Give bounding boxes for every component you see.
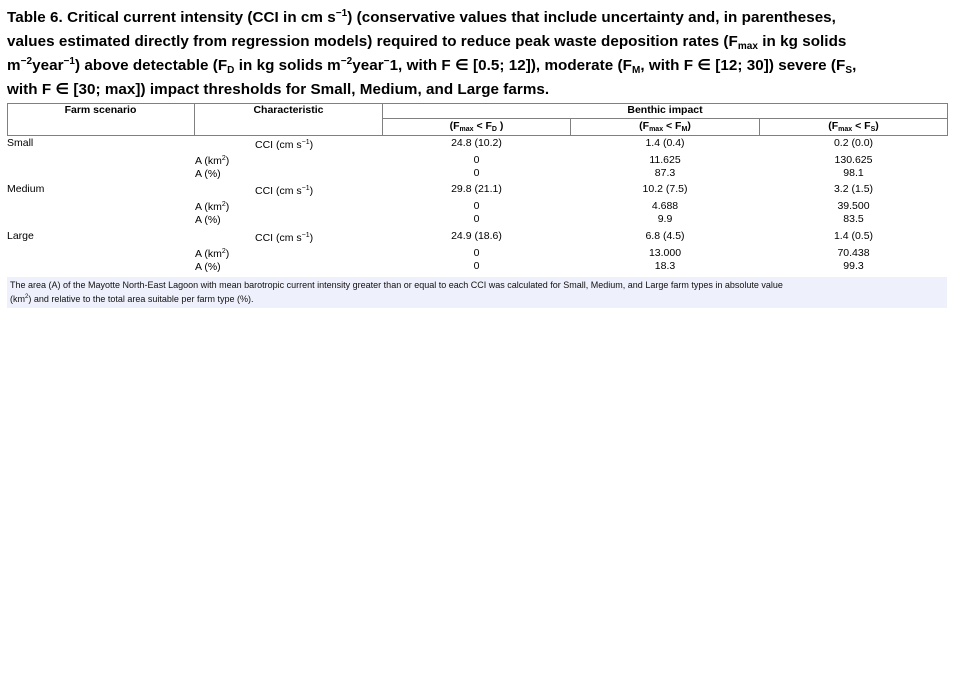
table-caption bbox=[7, 6, 947, 102]
km2-value: 70.438 bbox=[837, 247, 870, 259]
header-bottom-rule bbox=[7, 135, 948, 136]
cci-value: 24.9 (18.6) bbox=[451, 230, 502, 242]
pct-value: 0 bbox=[473, 213, 480, 225]
km2-value: 0 bbox=[473, 200, 480, 212]
cci-value: 1.4 (0.4) bbox=[645, 137, 685, 149]
area-km2-label: A $(km^2)$ bbox=[195, 201, 230, 213]
pct-value: 87.3 bbox=[654, 167, 676, 179]
table-footnote: The area (A) of the Mayotte North-East Lagoon with mean barotropic current intensity greater than or equal to each CCI was calculated for Small, Medium, and Large farm types in absolute value $(km^2)$ and relative to the total area suitable per farm type (%). bbox=[7, 277, 947, 308]
area-km2-label: A $(km^2)$ bbox=[195, 155, 230, 167]
cci-value: 3.2 (1.5) bbox=[833, 183, 874, 195]
pct-value: 0 bbox=[473, 260, 480, 272]
pct-value: 18.3 bbox=[654, 260, 676, 272]
cci-value: 6.8 (4.5) bbox=[645, 230, 685, 242]
header-severe: $(F_{max} < F_S)$ bbox=[828, 120, 879, 133]
km2-value: 130.625 bbox=[834, 154, 873, 166]
km2-value: 0 bbox=[473, 247, 480, 259]
cci-value: 0.2 (0.0) bbox=[833, 137, 874, 149]
caption-line-1: Table 6. Critical current intensity (CCI in cm $s^{-1}$) (conservative values that include uncertainty and, in parentheses, bbox=[7, 8, 836, 26]
pct-value: 83.5 bbox=[843, 213, 864, 225]
header-right-rule bbox=[947, 103, 948, 136]
caption-line-3: $m^{-2}year^{-1}$) above detectable ($F_D$ in kg solids $m^{-2}year^-1$, with F ∈ [0.5; 12]), moderate ($F_M$, with F ∈ [12; 30]) severe ($F_S$, bbox=[7, 56, 857, 76]
caption-line-2: values estimated directly from regression models) required to reduce peak waste deposition rates ($F_{max}$ in kg solids bbox=[7, 33, 847, 52]
area-percent-label: A (%) bbox=[195, 261, 221, 273]
header-characteristic: Characteristic bbox=[253, 104, 324, 116]
cci-value: 29.8 (21.1) bbox=[451, 183, 502, 195]
header-moderate: $(F_{max} < F_M)$ bbox=[639, 120, 691, 133]
pct-value: 99.3 bbox=[843, 260, 864, 272]
cci-value: 10.2 (7.5) bbox=[642, 183, 688, 195]
header-detectable: ($F_{max} < F_D$ ) bbox=[449, 120, 504, 133]
pct-value: 98.1 bbox=[843, 167, 864, 179]
cci-value: 24.8 (10.2) bbox=[451, 137, 502, 149]
cci-label: CCI (cm $s^{-1}$) bbox=[255, 232, 314, 244]
pct-value: 9.9 bbox=[657, 213, 673, 225]
farm-scenario-label: Small bbox=[7, 137, 34, 149]
km2-value: 39.500 bbox=[837, 200, 870, 212]
area-percent-label: A (%) bbox=[195, 168, 221, 180]
header-benthic-impact: Benthic impact bbox=[627, 104, 703, 116]
farm-scenario-label: Medium bbox=[7, 183, 45, 195]
cci-label: CCI (cm $s^{-1}$) bbox=[255, 185, 314, 197]
farm-scenario-label: Large bbox=[7, 230, 34, 242]
header-mid-rule bbox=[383, 118, 948, 119]
cci-value: 1.4 (0.5) bbox=[833, 230, 874, 242]
header-farm-scenario: Farm scenario bbox=[64, 104, 137, 116]
caption-line-4: with F ∈ [30; max]) impact thresholds for Small, Medium, and Large farms. bbox=[7, 81, 550, 98]
km2-value: 4.688 bbox=[651, 200, 679, 212]
km2-value: 11.625 bbox=[649, 154, 681, 166]
area-percent-label: A (%) bbox=[195, 214, 221, 226]
km2-value: 13.000 bbox=[648, 247, 682, 259]
pct-value: 0 bbox=[473, 167, 480, 179]
km2-value: 0 bbox=[473, 154, 480, 166]
area-km2-label: A $(km^2)$ bbox=[195, 248, 230, 260]
cci-label: CCI (cm $s^{-1}$) bbox=[255, 139, 314, 151]
